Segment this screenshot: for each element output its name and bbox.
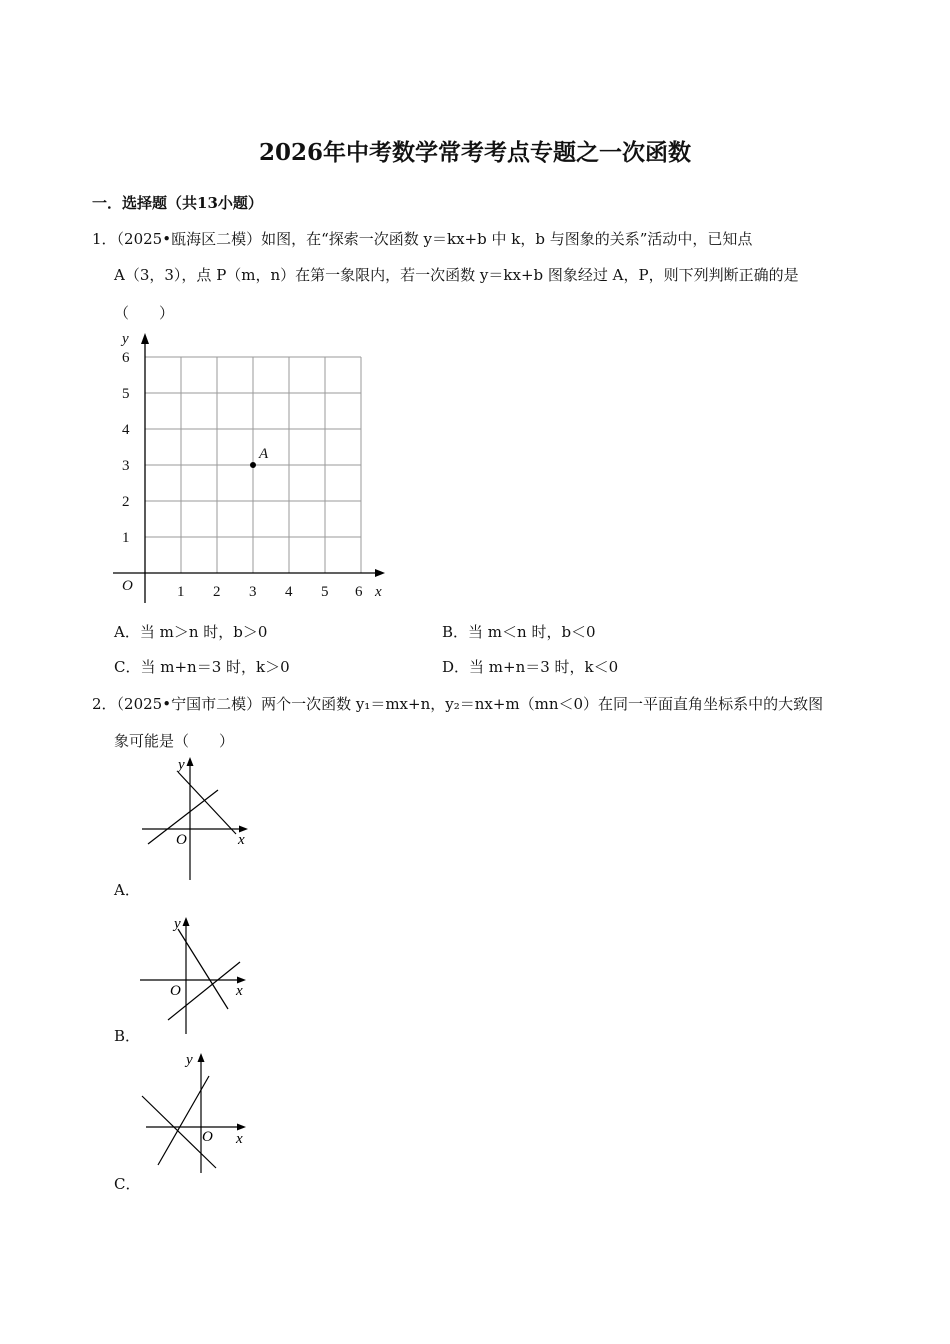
q2a-y-arrow-icon xyxy=(187,757,194,766)
q2b-y-arrow-icon xyxy=(183,917,190,926)
q2b-x-label: x xyxy=(236,983,243,999)
q2-graph-b xyxy=(136,912,256,1040)
q1-stem-line2: A（3，3），点 P（m，n）在第一象限内，若一次函数 y＝kx+b 图象经过 A，P，则下列判断正确的是 xyxy=(114,266,799,284)
q2-graph-c xyxy=(136,1048,256,1176)
q1-x-tick: 1 xyxy=(177,584,185,600)
q1-option-c[interactable]: C．当 m+n＝3 时，k＞0 xyxy=(114,658,290,676)
q1-x-tick: 4 xyxy=(285,584,293,600)
q2a-y-label: y xyxy=(178,757,185,773)
q2b-origin-label: O xyxy=(170,983,181,999)
q2c-x-arrow-icon xyxy=(237,1124,246,1131)
q1-y-label: y xyxy=(122,331,129,347)
page-title: 2026年中考数学常考考点专题之一次函数 xyxy=(258,139,691,166)
q1-point-a xyxy=(250,462,256,468)
q1-x-tick: 6 xyxy=(355,584,363,600)
q2a-origin-label: O xyxy=(176,832,187,848)
q2-stem-line2: 象可能是（ ） xyxy=(114,732,235,750)
q2-option-c[interactable]: C． xyxy=(114,1175,141,1193)
q1-grid-graph xyxy=(105,328,395,608)
q1-point-label: A xyxy=(259,446,269,462)
q1-y-tick: 1 xyxy=(122,530,130,546)
q2a-x-label: x xyxy=(238,832,245,848)
q1-y-tick: 3 xyxy=(122,458,130,474)
q1-y-tick: 4 xyxy=(122,422,130,438)
q2b-y-label: y xyxy=(174,916,181,932)
q1-y-tick: 2 xyxy=(122,494,130,510)
q1-x-label: x xyxy=(375,584,382,600)
section-heading: 一．选择题（共13小题） xyxy=(92,194,263,212)
q2c-x-label: x xyxy=(236,1131,243,1147)
q2a-line-1 xyxy=(178,772,236,834)
q2c-y-label: y xyxy=(186,1052,193,1068)
q1-stem-line1: 1．（2025•瓯海区二模）如图，在“探索一次函数 y＝kx+b 中 k，b 与图象的关系”活动中，已知点 xyxy=(92,230,753,248)
q2-graph-a xyxy=(138,752,258,884)
q1-origin-label: O xyxy=(122,578,133,594)
q1-x-axis-arrow-icon xyxy=(375,569,385,577)
q1-y-axis-arrow-icon xyxy=(141,333,149,344)
q1-option-d[interactable]: D．当 m+n＝3 时，k＜0 xyxy=(442,658,619,676)
q2-option-b[interactable]: B． xyxy=(114,1027,141,1045)
q1-option-a[interactable]: A．当 m＞n 时，b＞0 xyxy=(114,623,268,641)
q1-y-tick: 5 xyxy=(122,386,130,402)
q1-stem-line3: （ ） xyxy=(114,304,175,322)
q1-x-tick: 2 xyxy=(213,584,221,600)
q1-option-b[interactable]: B．当 m＜n 时，b＜0 xyxy=(442,623,596,641)
q1-x-tick: 5 xyxy=(321,584,329,600)
q2c-origin-label: O xyxy=(202,1129,213,1145)
q1-y-tick: 6 xyxy=(122,350,130,366)
q1-x-tick: 3 xyxy=(249,584,257,600)
q2-stem-line1: 2．（2025•宁国市二模）两个一次函数 y₁＝mx+n，y₂＝nx+m（mn＜0）在同一平面直角坐标系中的大致图 xyxy=(92,695,824,713)
q2c-y-arrow-icon xyxy=(198,1053,205,1062)
q2-option-a[interactable]: A． xyxy=(114,881,140,899)
